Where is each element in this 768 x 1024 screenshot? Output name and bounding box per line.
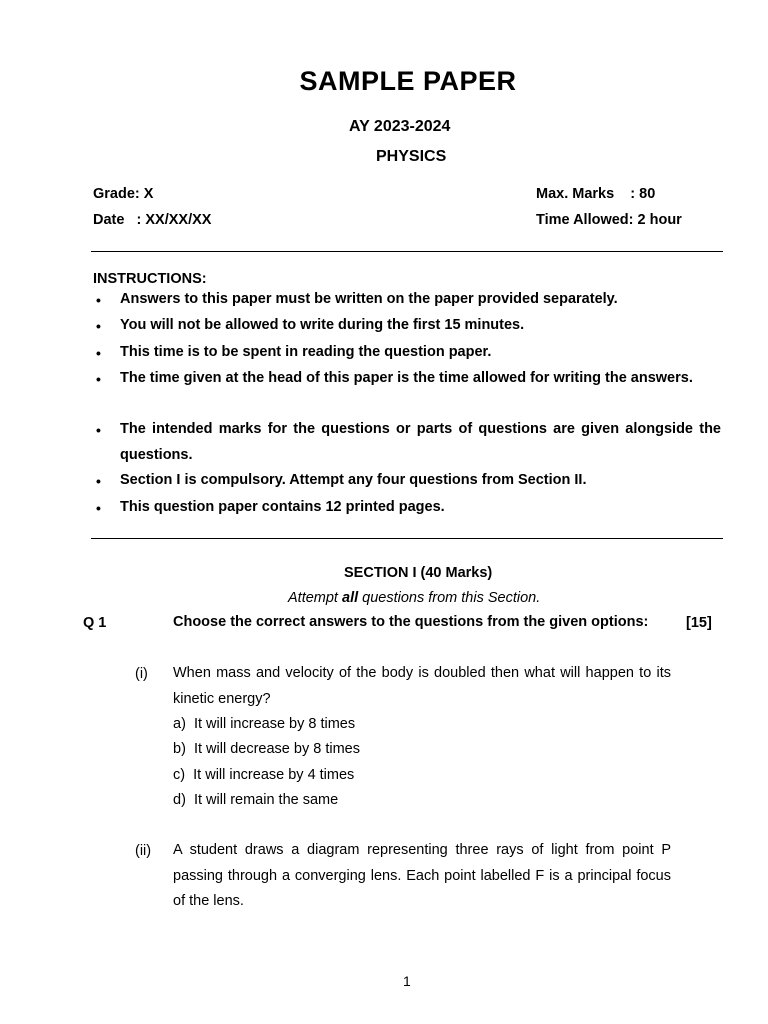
bullet: • — [96, 500, 101, 516]
instructions-heading: INSTRUCTIONS: — [93, 271, 207, 287]
bullet: • — [96, 318, 101, 334]
section-title: SECTION I (40 Marks) — [344, 565, 493, 581]
bullet: • — [96, 292, 101, 308]
option-b: b) It will decrease by 8 times — [173, 741, 360, 757]
question-marks: [15] — [686, 615, 712, 631]
bullet: • — [96, 473, 101, 489]
question-text: Choose the correct answers to the questions from the given options: — [173, 614, 649, 630]
exam-date: Date : XX/XX/XX — [93, 212, 212, 228]
grade: Grade: X — [93, 186, 154, 202]
question-number: Q 1 — [83, 615, 107, 631]
page-number: 1 — [403, 973, 411, 989]
attempt-post: questions from this Section. — [358, 590, 541, 606]
option-a: a) It will increase by 8 times — [173, 716, 356, 732]
bullet: • — [96, 371, 101, 387]
time-allowed: Time Allowed: 2 hour — [536, 212, 682, 228]
section-instruction — [288, 590, 540, 606]
subject: PHYSICS — [376, 148, 447, 165]
attempt-emphasis: all — [342, 590, 359, 606]
attempt-pre: Attempt — [288, 590, 342, 606]
option-c: c) It will increase by 4 times — [173, 767, 355, 783]
part-text: A student draws a diagram representing three rays of light from point P passing through a converging lens. Each point labelled F is a principal focus of the lens. — [173, 842, 671, 909]
instruction-item: Section I is compulsory. Attempt any four questions from Section II. — [120, 472, 587, 488]
instruction-item: This time is to be spent in reading the question paper. — [120, 344, 492, 360]
bullet: • — [96, 345, 101, 361]
instruction-item: The time given at the head of this paper is the time allowed for writing the answers. — [120, 370, 693, 386]
bullet: • — [96, 422, 101, 438]
academic-year: AY 2023-2024 — [349, 118, 451, 135]
part-label: (i) — [135, 666, 148, 682]
part-label: (ii) — [135, 843, 152, 859]
instruction-item: The intended marks for the questions or parts of questions are given alongside the questions. — [120, 421, 721, 463]
max-marks: Max. Marks : 80 — [536, 186, 656, 202]
page-title: SAMPLE PAPER — [299, 66, 517, 96]
option-d: d) It will remain the same — [173, 792, 339, 808]
divider-top — [91, 251, 723, 252]
instruction-item: Answers to this paper must be written on the paper provided separately. — [120, 291, 618, 307]
part-text: When mass and velocity of the body is doubled then what will happen to its kinetic energy? — [173, 665, 671, 707]
instruction-item: This question paper contains 12 printed pages. — [120, 499, 445, 515]
divider-bottom — [91, 538, 723, 539]
instruction-item: You will not be allowed to write during the first 15 minutes. — [120, 317, 525, 333]
